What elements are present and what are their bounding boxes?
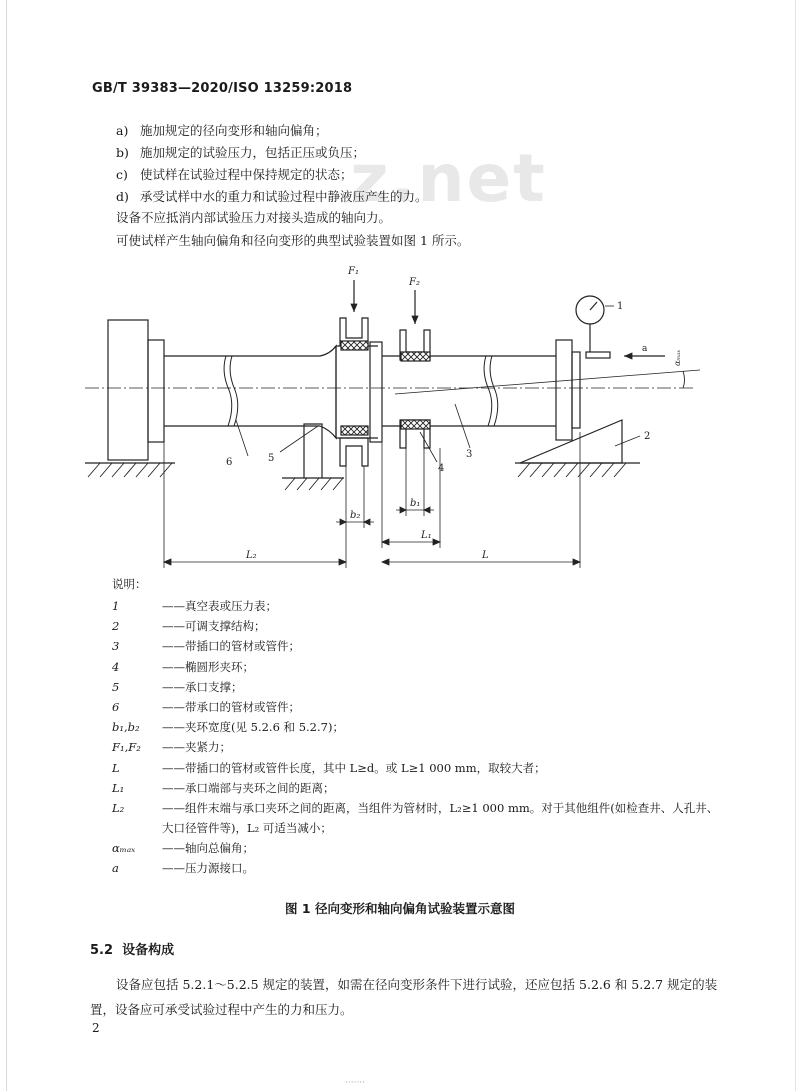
label-f1: F₁ (348, 266, 359, 277)
list-item: c) 使试样在试验过程中保持规定的状态； (116, 167, 353, 182)
legend-row: L₂ ——组件末端与承口夹环之间的距离，当组件为管材时，L₂≥1 000 mm。对于其他组件(如检查井、人孔井、 (112, 800, 719, 815)
legend-row: L₁ ——承口端部与夹环之间的距离； (112, 780, 335, 795)
label-2: 2 (644, 431, 651, 442)
socket-clamp-bottom (340, 438, 368, 466)
paragraph-axial-force: 设备不应抵消内部试验压力对接头造成的轴向力。 (116, 210, 392, 225)
label-f2: F₂ (409, 277, 420, 288)
legend-row: 1 ——真空表或压力表； (112, 599, 277, 614)
label-4: 4 (438, 463, 445, 474)
label-5: 5 (268, 453, 275, 464)
legend-row-continuation: 大口径管件等)，L₂ 可适当减小； (162, 821, 332, 836)
section-heading (90, 939, 174, 958)
watermark: z.net (350, 140, 547, 217)
label-L: L (482, 550, 489, 561)
list-item: a) 施加规定的径向变形和轴向偏角； (116, 123, 328, 138)
label-a: a (642, 344, 648, 354)
left-end-block (108, 320, 148, 460)
list-item: d) 承受试样中水的重力和试验过程中静液压产生的力。 (116, 189, 428, 204)
footer-mark: ······· (345, 1078, 366, 1088)
section-title: 设备构成 (122, 943, 175, 958)
legend-row: 4 ——椭圆形夹环； (112, 659, 254, 674)
label-L1: L₁ (421, 530, 432, 541)
requirement-list (116, 120, 428, 208)
label-b1: b₁ (410, 498, 421, 509)
section-body-text: 设备应包括 5.2.1～5.2.5 规定的装置，如需在径向变形条件下进行试验，还应包括 5.2.6 和 5.2.7 规定的装置，设备应可承受试验过程中产生的力和压力。 (90, 977, 718, 1017)
paragraph-figure-ref: 可使试样产生轴向偏角和径向变形的典型试验装置如图 1 所示。 (116, 233, 470, 248)
test-apparatus-diagram (0, 250, 800, 570)
label-3: 3 (466, 449, 473, 460)
legend-row: b₁,b₂ ——夹环宽度(见 5.2.6 和 5.2.7)； (112, 720, 344, 735)
legend-row: L ——带插口的管材或管件长度，其中 L≥d。或 L≥1 000 mm，取较大者； (112, 760, 546, 775)
legend-row: 3 ——带插口的管材或管件； (112, 639, 300, 654)
socket-end (370, 342, 382, 442)
socket-support (304, 424, 322, 478)
figure-legend (112, 576, 762, 878)
left-end-flange (148, 340, 164, 442)
legend-row: αₘₐₓ ——轴向总偏角； (112, 841, 254, 856)
list-item: b) 施加规定的试验压力，包括正压或负压； (116, 145, 366, 160)
right-end-flange (556, 340, 572, 440)
deflected-axis-line (395, 370, 700, 394)
legend-row: 2 ——可调支撑结构； (112, 619, 266, 634)
figure-caption: 图 1 径向变形和轴向偏角试验装置示意图 (285, 901, 515, 916)
legend-row: a ——压力源接口。 (112, 861, 254, 876)
standard-code: GB/T 39383—2020/ISO 13259:2018 (92, 81, 353, 96)
legend-row: F₁,F₂ ——夹紧力； (112, 740, 231, 755)
legend-row: 6 ——带承口的管材或管件； (112, 700, 300, 715)
label-6: 6 (226, 457, 233, 468)
section-number: 5.2 (90, 943, 114, 958)
label-b2: b₂ (350, 510, 361, 521)
label-L2: L₂ (246, 550, 257, 561)
label-alpha: αₘₐₓ (673, 349, 682, 366)
legend-row: 5 ——承口支撑； (112, 679, 243, 694)
label-1: 1 (617, 301, 624, 312)
legend-title: 说明： (112, 577, 147, 591)
angle-arc (683, 371, 685, 388)
page-number: 2 (92, 1021, 100, 1035)
right-end-block (572, 352, 580, 428)
